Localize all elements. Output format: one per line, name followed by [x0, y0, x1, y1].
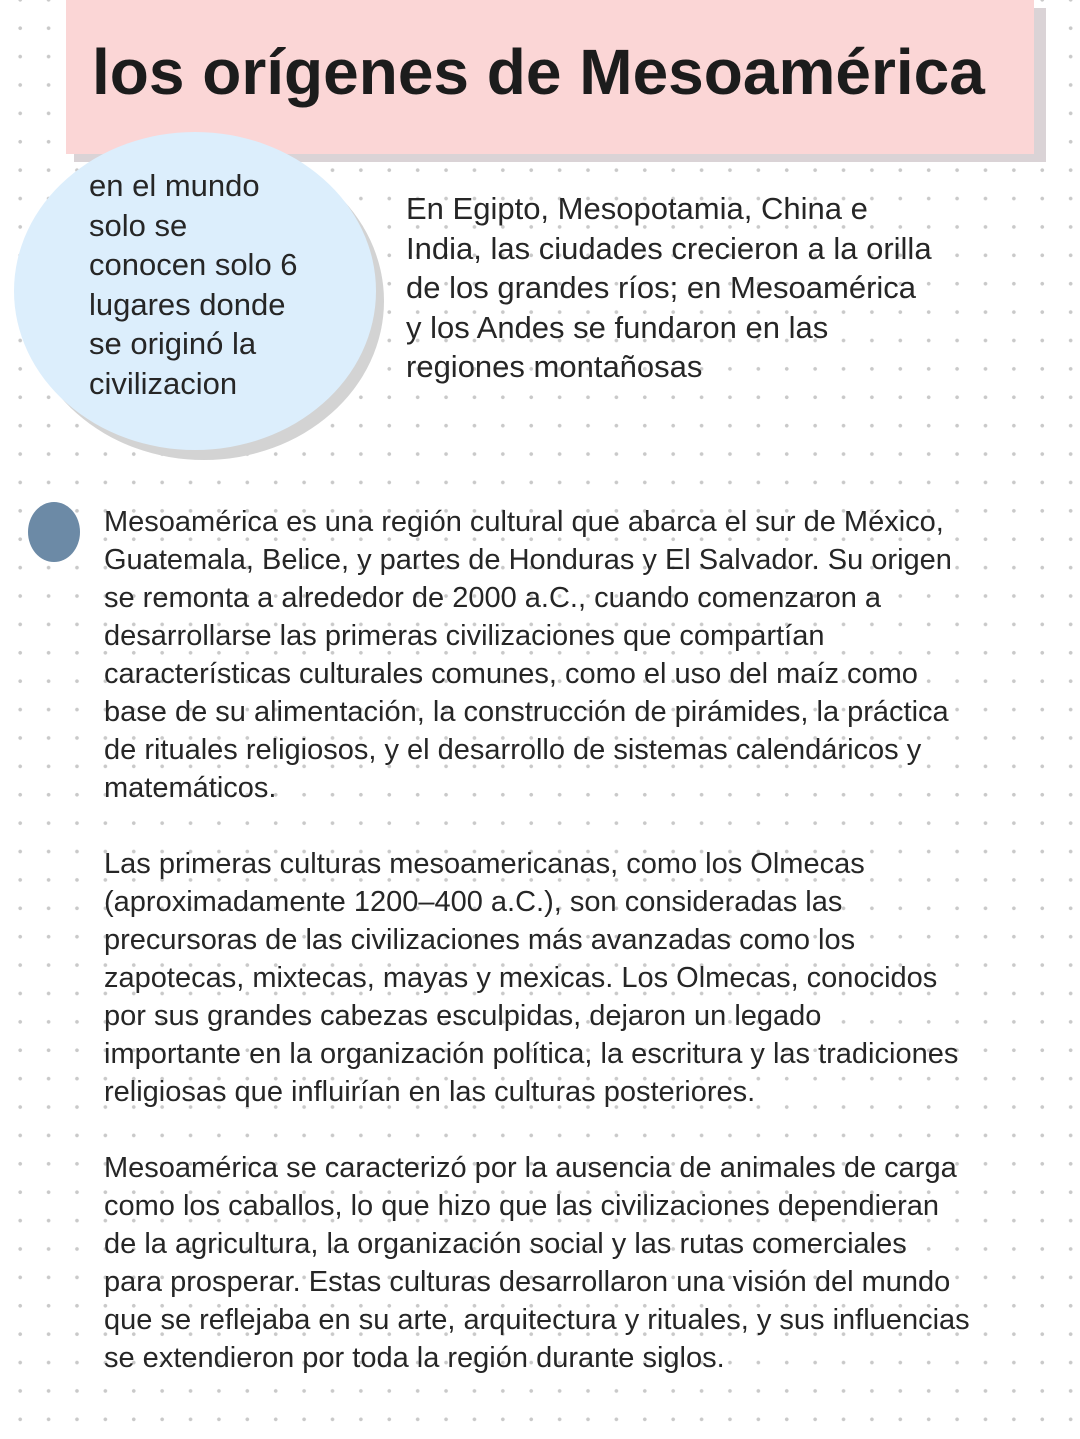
bullet-dot [28, 502, 80, 562]
title-banner [66, 0, 1034, 154]
intro-text: En Egipto, Mesopotamia, China e India, las ciudades crecieron a la orilla de los grandes ríos; en Mesoamérica y los Andes se fundaron en las regiones montañosas [406, 191, 932, 384]
page-title: los orígenes de Mesoamérica [92, 36, 985, 108]
circle-note-text: en el mundo solo se conocen solo 6 lugares donde se originó la civilizacion [89, 168, 298, 401]
paragraph-3: Mesoamérica se caracterizó por la ausencia de animales de carga como los caballos, lo que hizo que las civilizaciones dependieran de la agricultura, la organización social y las rutas comerciales para prosperar. Estas culturas desarrollaron una visión del mundo que se reflejaba en su arte, arquitectura y rituales, y sus influencias se extendieron por toda la región durante siglos. [104, 1152, 970, 1374]
main-text-block [104, 503, 1064, 1415]
paragraph-1: Mesoamérica es una región cultural que abarca el sur de México, Guatemala, Belice, y partes de Honduras y El Salvador. Su origen se remonta a alrededor de 2000 a.C., cuando comenzaron a desarrollarse las primeras civilizaciones que compartían características culturales comunes, como el uso del maíz como base de su alimentación, la construcción de pirámides, la práctica de rituales religiosos, y el desarrollo de sistemas calendáricos y matemáticos. [104, 506, 952, 804]
paragraph-2: Las primeras culturas mesoamericanas, como los Olmecas (aproximadamente 1200–400 a.C.), son consideradas las precursoras de las civilizaciones más avanzadas como los zapotecas, mixtecas, mayas y mexicas. Los Olmecas, conocidos por sus grandes cabezas esculpidas, dejaron un legado importante en la organización política, la escritura y las tradiciones religiosas que influirían en las culturas posteriores. [104, 848, 959, 1108]
note-circle [14, 132, 376, 450]
